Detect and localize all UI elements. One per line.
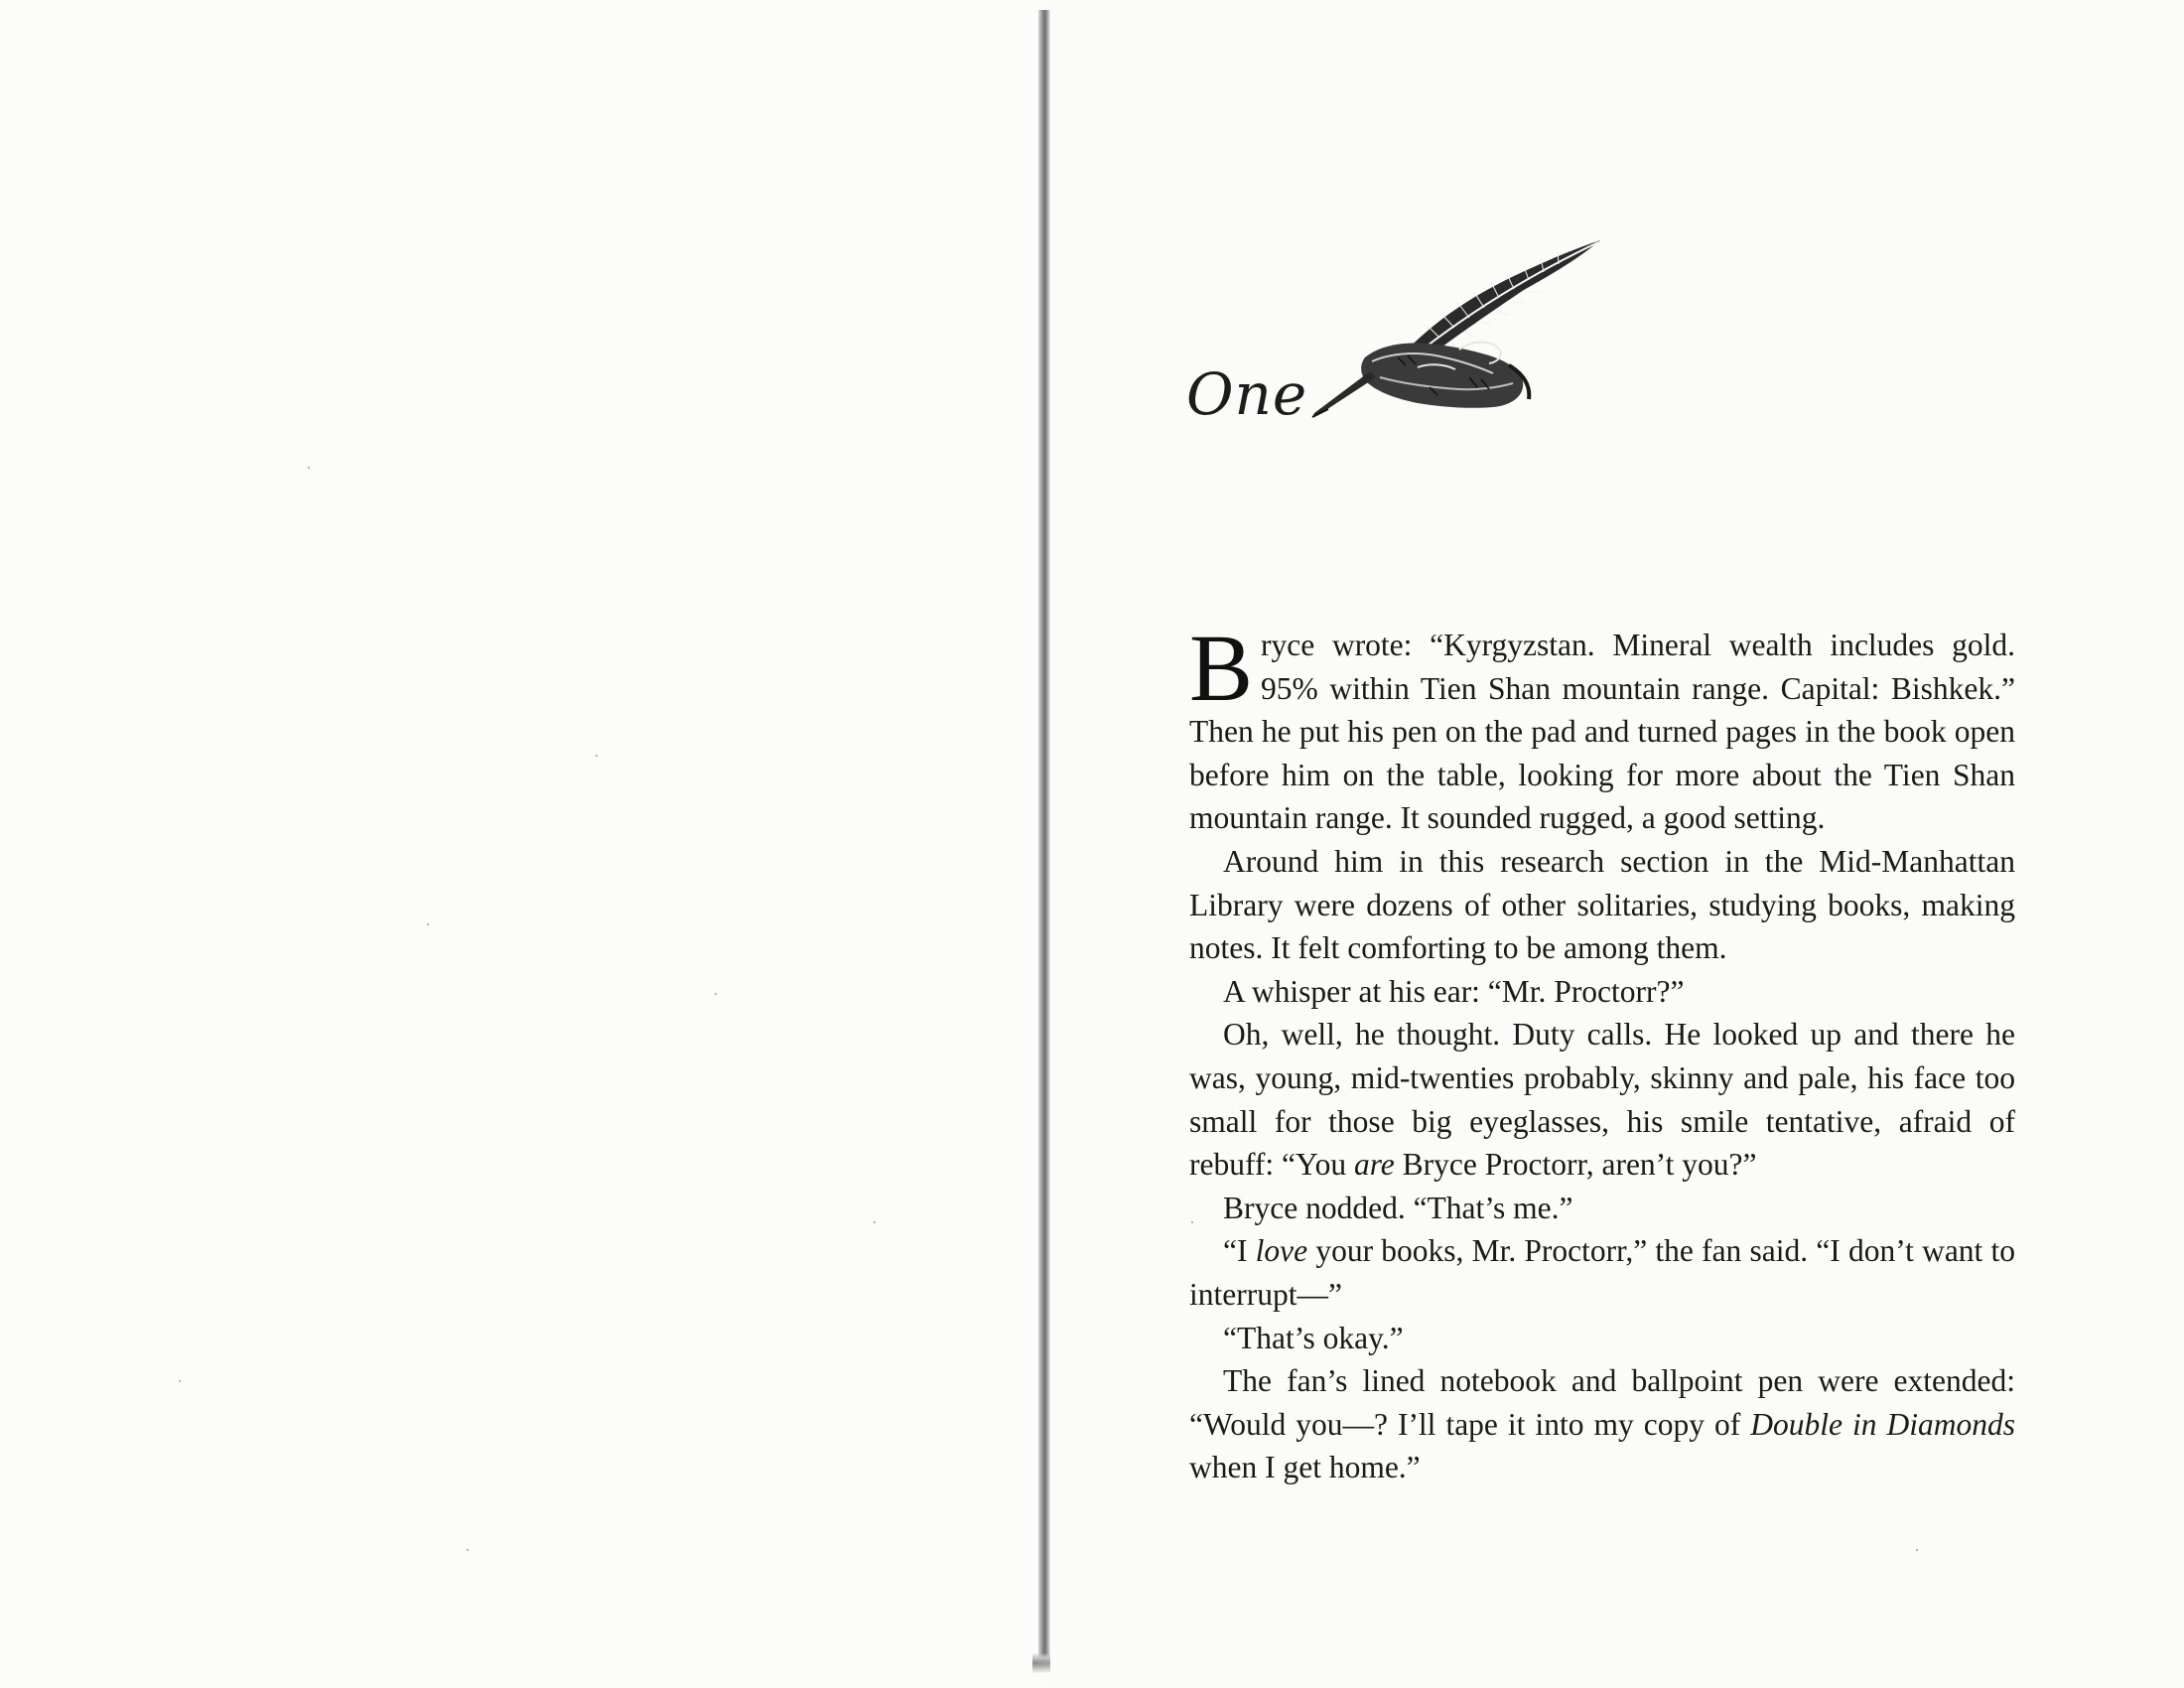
text-run: Bryce nodded. “That’s me.” (1223, 1190, 1573, 1225)
text-run: Bryce Proctorr, aren’t you?” (1394, 1147, 1757, 1183)
left-page-blank (0, 0, 1042, 1688)
body-paragraph (1189, 615, 2015, 840)
scan-speck (715, 993, 717, 995)
drop-cap: B (1189, 615, 1254, 721)
scan-speck (596, 755, 598, 757)
scan-speck (179, 1380, 181, 1382)
text-run: your books, Mr. Proctorr,” the fan said. “I don’t want to interrupt—” (1189, 1233, 2015, 1312)
italic-text-run: are (1353, 1147, 1395, 1183)
scan-speck (427, 923, 429, 925)
chapter-body-text (1189, 615, 2015, 1489)
book-gutter-shadow (1038, 10, 1050, 1658)
body-paragraph (1189, 1359, 2015, 1489)
text-run: “That’s okay.” (1223, 1320, 1404, 1355)
chapter-title: One (1186, 360, 1308, 428)
text-run: Around him in this research section in the Mid-Manhattan Library were dozens of other solitaries, studying books, making notes. It felt comforting to be among them. (1189, 843, 2015, 966)
scan-speck (1916, 1549, 1918, 1551)
text-run: Oh, well, he thought. Duty calls. He looked up and there he was, young, mid-twenties probably, skinny and pale, his face too small for those big eyeglasses, his smile tentative, afraid of rebuff: “You (1189, 1017, 2015, 1183)
text-run: ryce wrote: “Kyrgyzstan. Mineral wealth includes gold. 95% within Tien Shan mountain range. Capital: Bishkek.” Then he put his pen on the pad and turned pages in the book open before him on the table, looking for more about the Tien Shan mountain range. It sounded rugged, a good setting. (1189, 628, 2015, 836)
scan-speck (467, 1549, 469, 1551)
body-paragraph (1189, 1187, 2015, 1230)
text-run: “I (1223, 1233, 1256, 1269)
text-run: The fan’s lined notebook and ballpoint pen were extended: “Would you—? I’ll tape it into my copy of (1189, 1363, 2015, 1442)
italic-text-run: love (1255, 1233, 1308, 1269)
scan-speck (308, 467, 310, 469)
text-run: A whisper at his ear: “Mr. Proctorr?” (1223, 973, 1685, 1009)
body-paragraph (1189, 840, 2015, 970)
hand-holding-quill-icon (1310, 238, 1608, 427)
chapter-heading (1186, 238, 1603, 437)
scan-speck (874, 1221, 876, 1223)
body-paragraph (1189, 1013, 2015, 1186)
body-paragraph (1189, 1317, 2015, 1360)
text-run: when I get home.” (1189, 1450, 1421, 1485)
italic-text-run: Double in Diamonds (1750, 1406, 2015, 1442)
body-paragraph (1189, 1229, 2015, 1316)
body-paragraph (1189, 970, 2015, 1014)
